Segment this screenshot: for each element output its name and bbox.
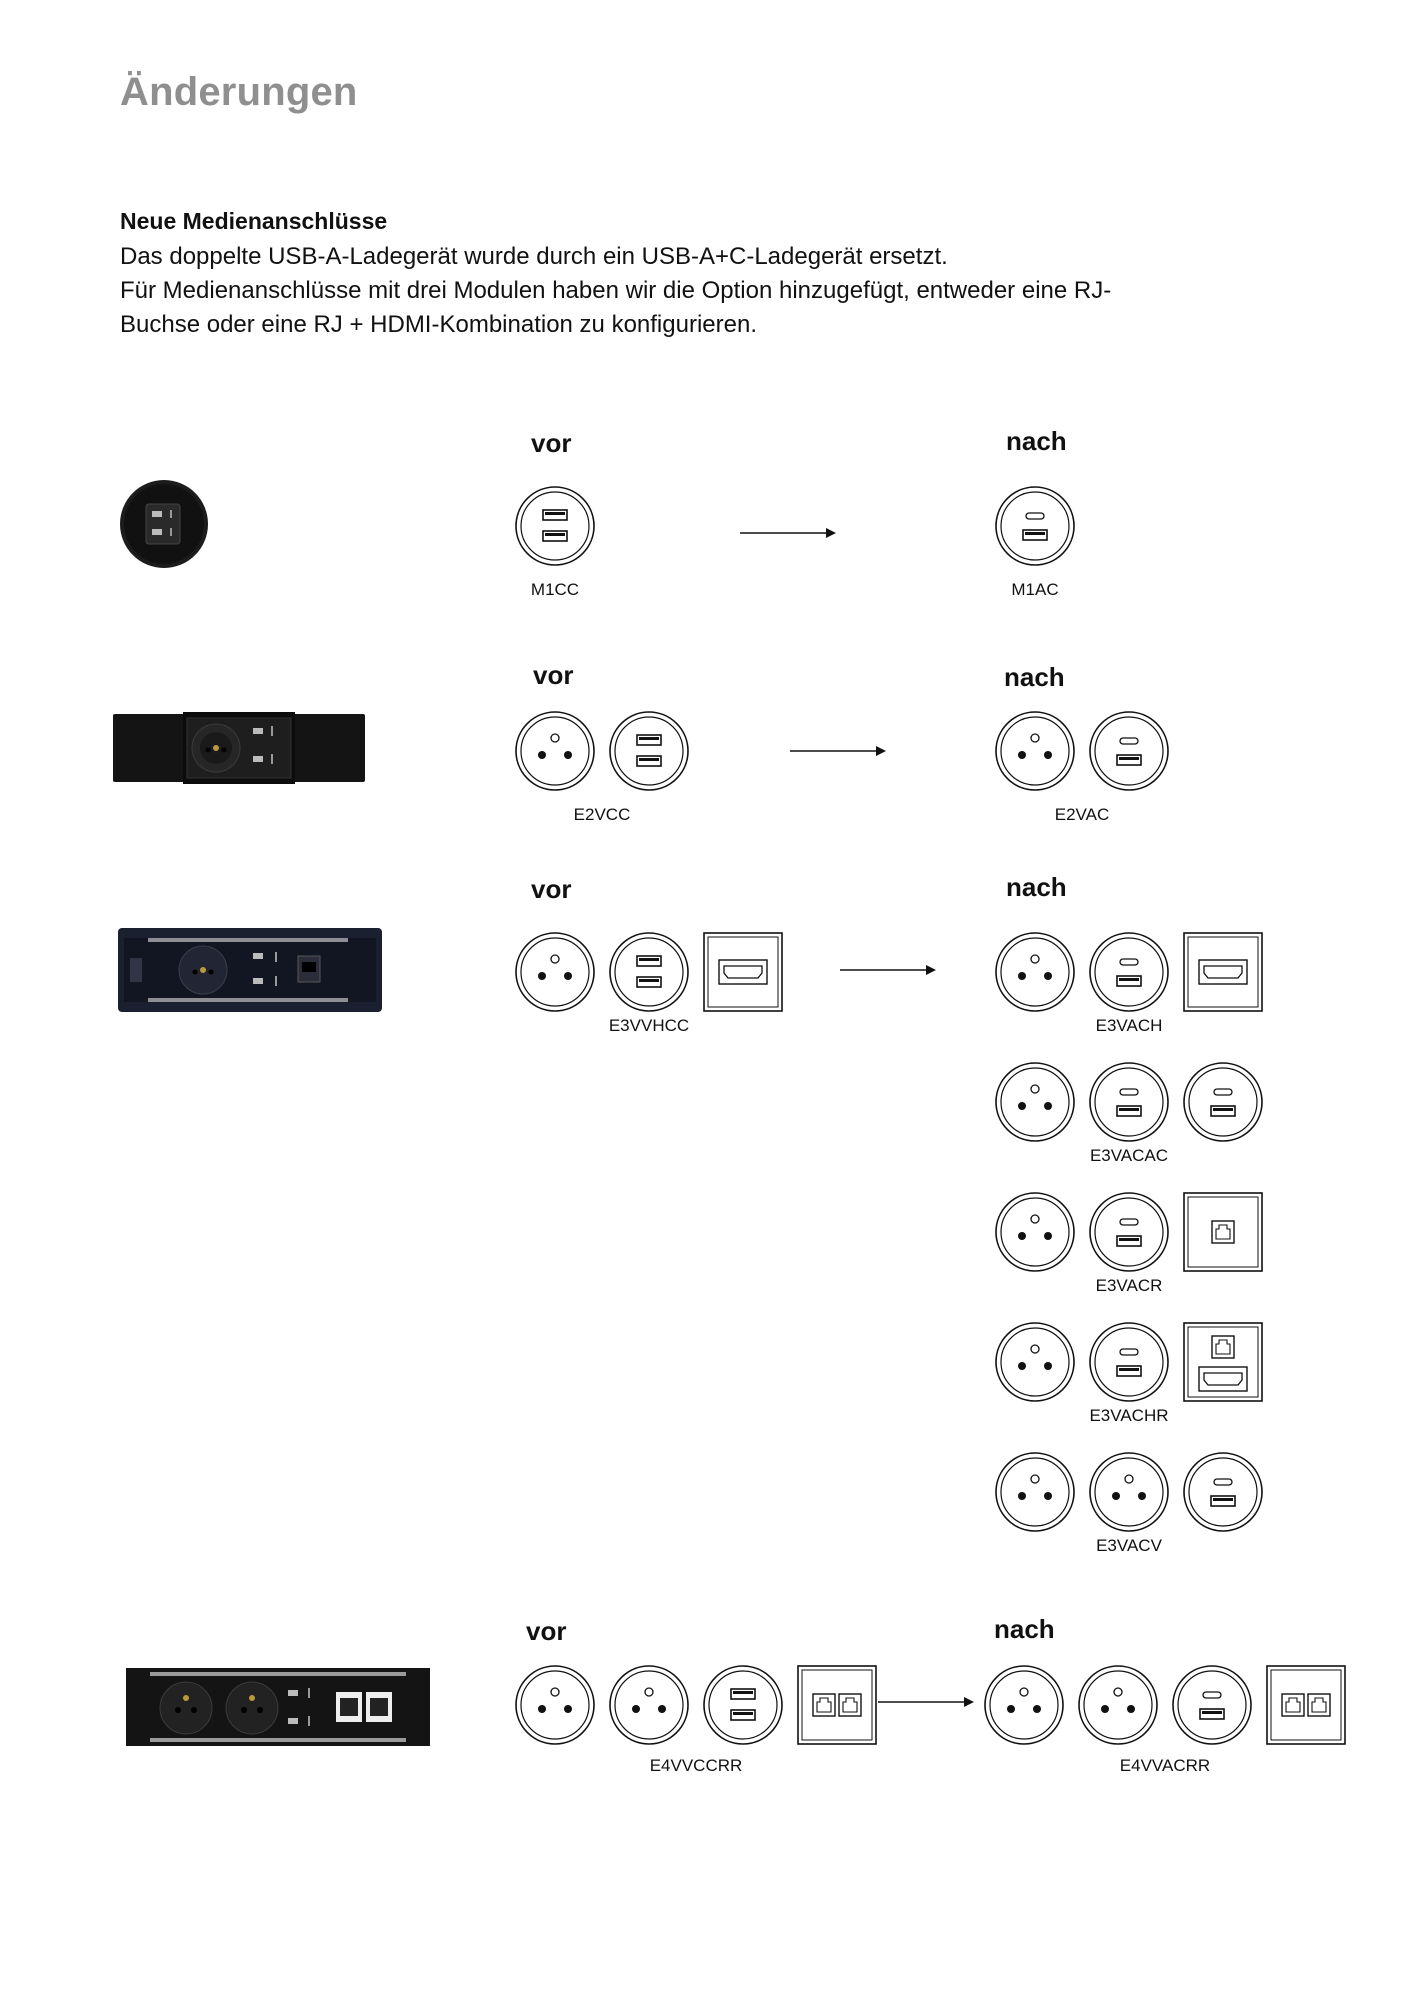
label-after-row4: nach	[994, 1614, 1055, 1644]
product-photo-e2	[113, 712, 365, 784]
product-photo-e3	[118, 928, 382, 1012]
power-socket-module-icon	[515, 1665, 595, 1745]
rj45-hdmi-module-icon	[1183, 1322, 1263, 1402]
product-code-after: E3VACR	[1095, 1276, 1163, 1295]
intro-line-3: Buchse oder eine RJ + HDMI-Kombination zu konfigurieren.	[120, 311, 757, 338]
usb-ac-module-icon	[995, 486, 1075, 566]
usb-ac-module-icon	[1089, 1062, 1169, 1142]
arrow-row3	[840, 963, 936, 977]
label-before-row4: vor	[526, 1616, 567, 1646]
power-socket-module-icon	[609, 1665, 689, 1745]
intro-line-2: Für Medienanschlüsse mit drei Modulen haben wir die Option hinzugefügt, entweder eine RJ-	[120, 277, 1112, 304]
usb-a-double-module-icon	[609, 932, 689, 1012]
rj45-double-module-icon	[1266, 1665, 1346, 1745]
label-before-row3: vor	[531, 874, 572, 904]
usb-ac-module-icon	[1172, 1665, 1252, 1745]
usb-ac-module-icon	[1183, 1062, 1263, 1142]
power-socket-module-icon	[995, 711, 1075, 791]
label-after-row3: nach	[1006, 872, 1067, 902]
product-code-before: E4VVCCRR	[649, 1756, 743, 1775]
product-code-after: M1AC	[1011, 580, 1059, 599]
usb-a-double-module-icon	[609, 711, 689, 791]
power-socket-module-icon	[515, 711, 595, 791]
product-code-after: E4VVACRR	[1119, 1756, 1211, 1775]
label-before-row1: vor	[531, 428, 572, 458]
usb-ac-module-icon	[1089, 711, 1169, 791]
product-photo-m1	[118, 478, 210, 570]
rj45-double-module-icon	[797, 1665, 877, 1745]
product-code-before: E3VVHCC	[608, 1016, 690, 1035]
product-code-before: E2VCC	[573, 805, 631, 824]
product-code-after: E3VACHR	[1089, 1406, 1169, 1425]
product-code-after: E3VACV	[1096, 1536, 1162, 1555]
arrow-row1	[740, 526, 836, 540]
usb-ac-module-icon	[1089, 932, 1169, 1012]
hdmi-module-icon	[703, 932, 783, 1012]
power-socket-module-icon	[995, 1322, 1075, 1402]
label-before-row2: vor	[533, 660, 574, 690]
product-code-after: E3VACH	[1095, 1016, 1163, 1035]
label-after-row1: nach	[1006, 426, 1067, 456]
arrow-row2	[790, 744, 886, 758]
power-socket-module-icon	[995, 1452, 1075, 1532]
power-socket-module-icon	[995, 1062, 1075, 1142]
power-socket-module-icon	[1078, 1665, 1158, 1745]
intro-line-1: Das doppelte USB-A-Ladegerät wurde durch ein USB-A+C-Ladegerät ersetzt.	[120, 243, 948, 270]
power-socket-module-icon	[1089, 1452, 1169, 1532]
section-heading: Neue Medienanschlüsse	[120, 208, 388, 234]
power-socket-module-icon	[515, 932, 595, 1012]
product-code-after: E3VACAC	[1089, 1146, 1169, 1165]
usb-ac-module-icon	[1089, 1322, 1169, 1402]
rj45-module-icon	[1183, 1192, 1263, 1272]
usb-ac-module-icon	[1089, 1192, 1169, 1272]
usb-a-double-module-icon	[515, 486, 595, 566]
power-socket-module-icon	[984, 1665, 1064, 1745]
product-photo-e4	[126, 1668, 430, 1746]
hdmi-module-icon	[1183, 932, 1263, 1012]
power-socket-module-icon	[995, 1192, 1075, 1272]
power-socket-module-icon	[995, 932, 1075, 1012]
product-code-before: M1CC	[530, 580, 580, 599]
usb-a-double-module-icon	[703, 1665, 783, 1745]
arrow-row4	[878, 1695, 974, 1709]
page-title: Änderungen	[120, 70, 358, 114]
product-code-after: E2VAC	[1054, 805, 1110, 824]
usb-ac-module-icon	[1183, 1452, 1263, 1532]
label-after-row2: nach	[1004, 662, 1065, 692]
